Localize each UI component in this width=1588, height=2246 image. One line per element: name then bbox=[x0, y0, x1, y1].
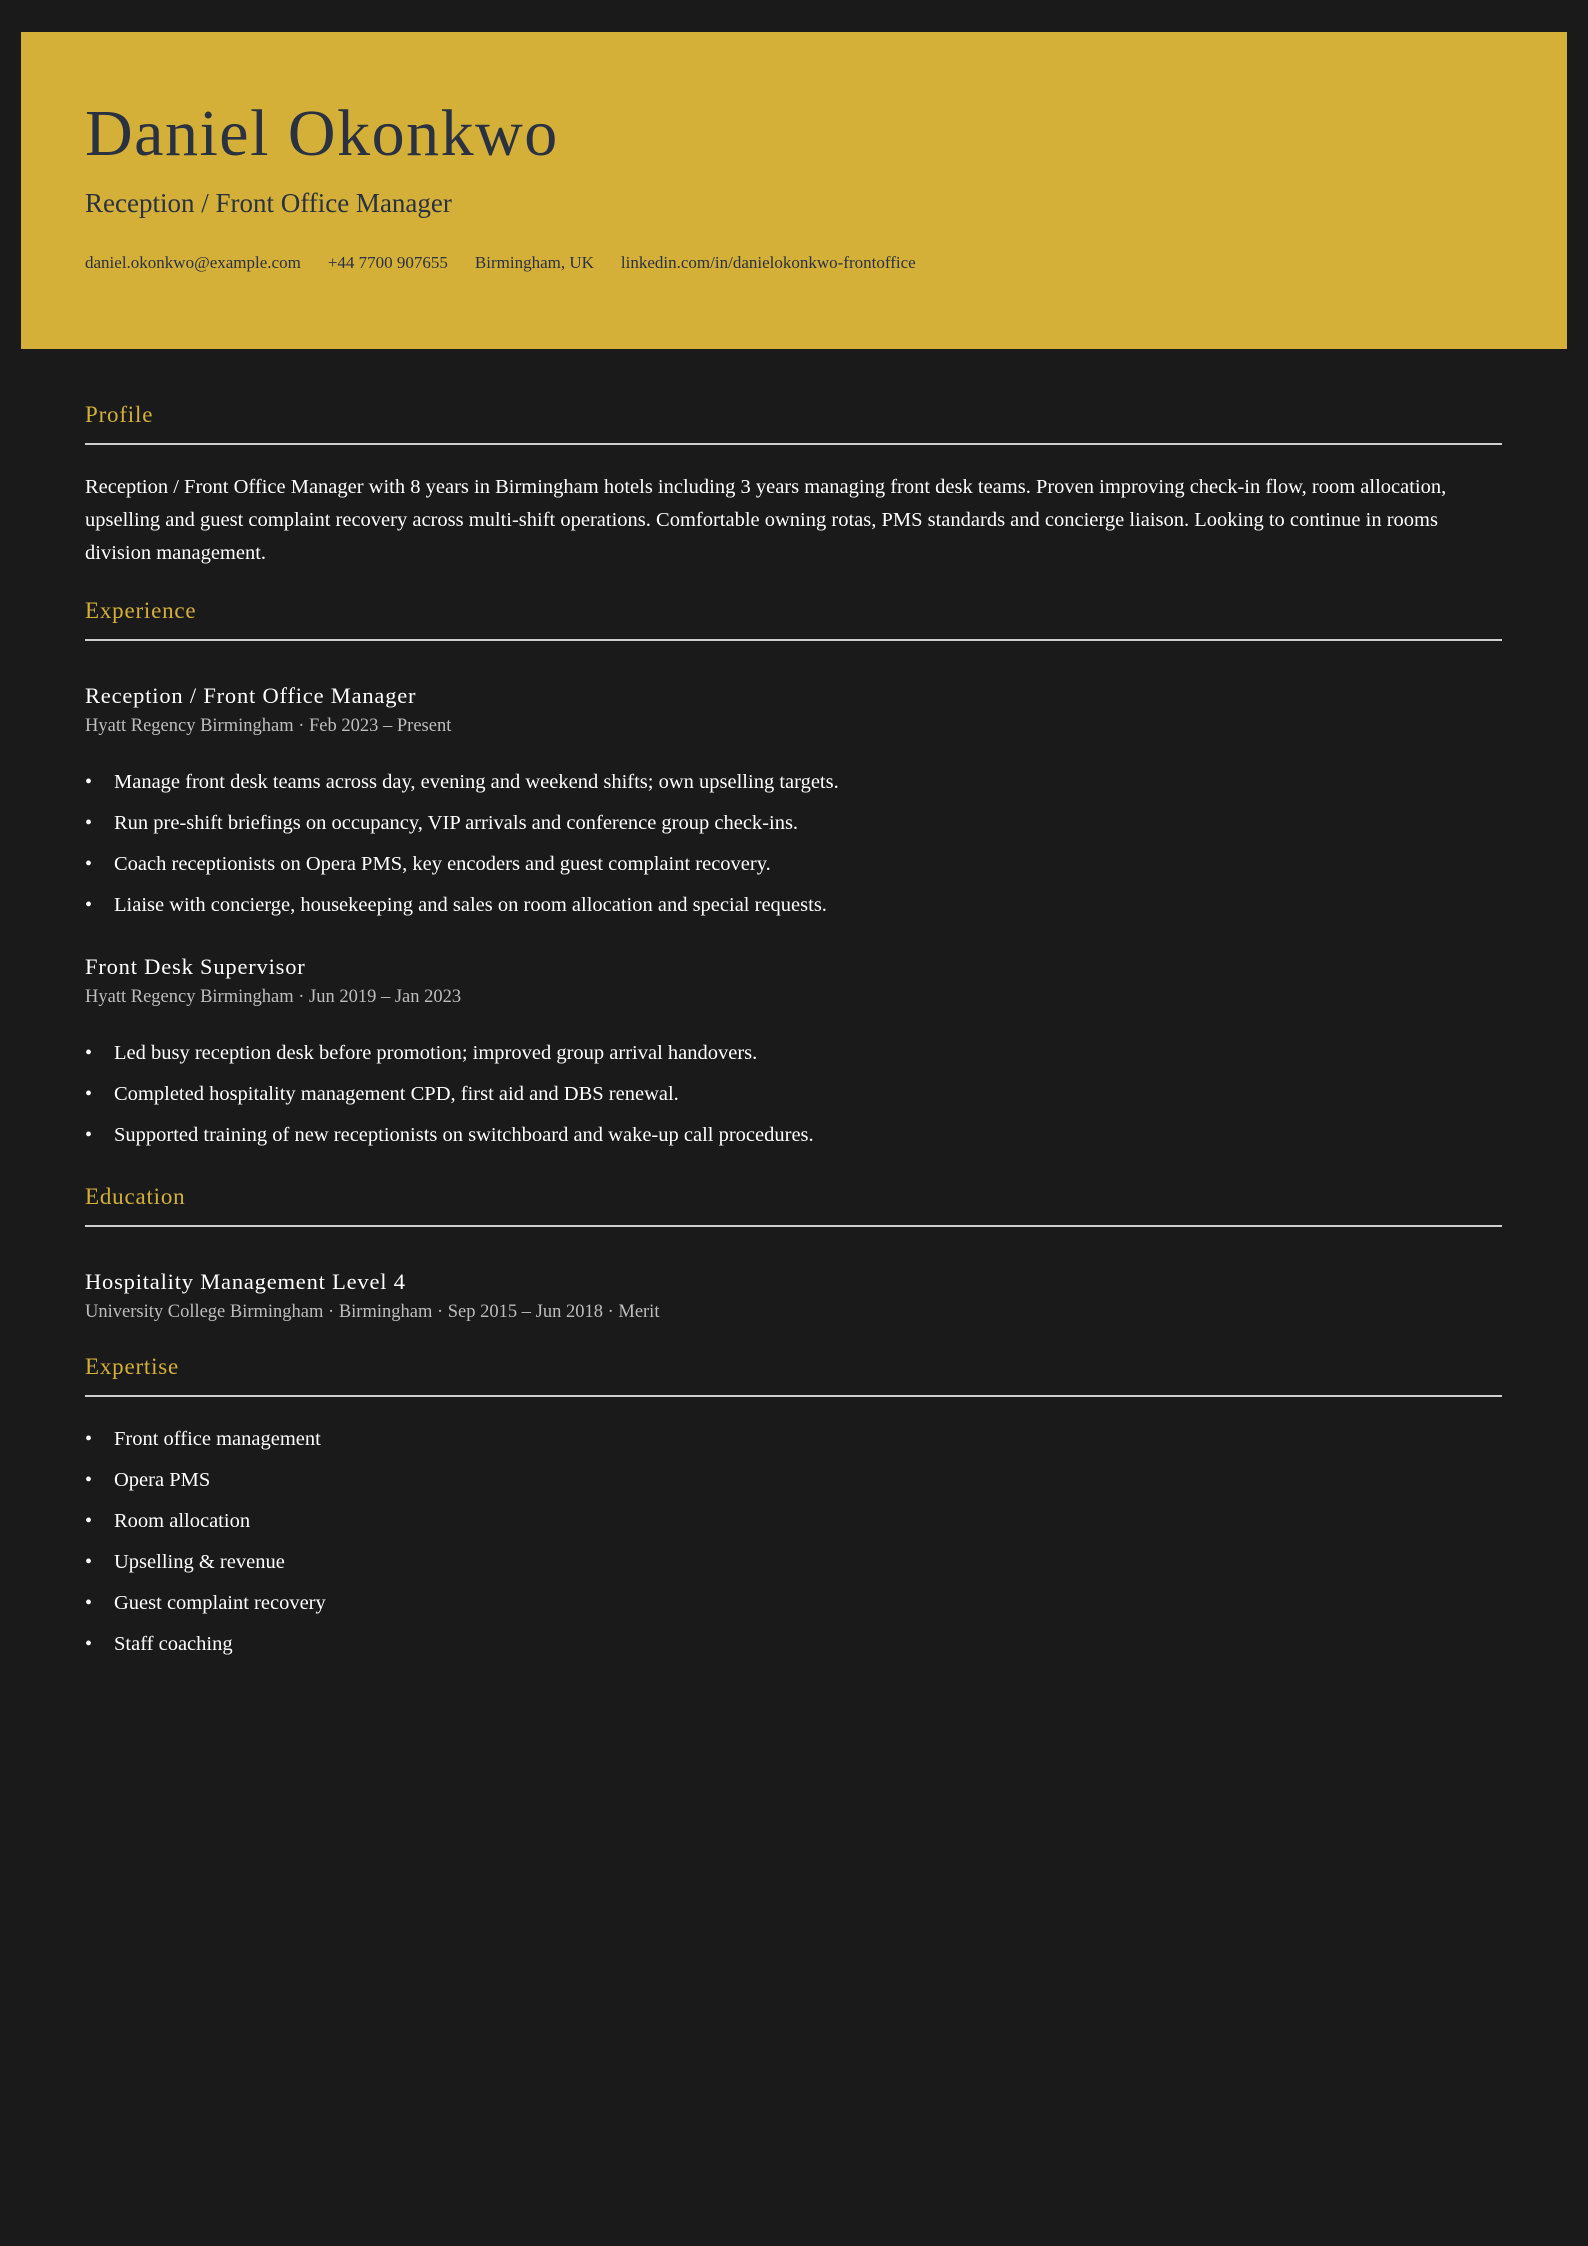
skill-item bbox=[85, 1624, 1502, 1665]
expertise-list bbox=[85, 1419, 1502, 1665]
bullet-text: Led busy reception desk before promotion; improved group arrival handovers. bbox=[114, 1042, 758, 1065]
skill-item bbox=[85, 1460, 1502, 1501]
skill-item bbox=[85, 1583, 1502, 1624]
contact-info bbox=[85, 252, 916, 274]
bullet-icon: • bbox=[85, 1083, 93, 1106]
job-bullets bbox=[85, 1033, 1502, 1156]
resume-body bbox=[85, 400, 1502, 1691]
bullet-item bbox=[85, 1074, 1502, 1115]
skill-item bbox=[85, 1542, 1502, 1583]
bullet-icon: • bbox=[85, 1042, 93, 1065]
bullet-item bbox=[85, 885, 1502, 926]
skill-text: Room allocation bbox=[114, 1509, 251, 1532]
bullet-text: Manage front desk teams across day, evening and weekend shifts; own upselling targets. bbox=[114, 770, 839, 793]
skill-item bbox=[85, 1501, 1502, 1542]
education-heading: Education bbox=[85, 1182, 1502, 1227]
bullet-item bbox=[85, 1115, 1502, 1156]
expertise-heading: Expertise bbox=[85, 1352, 1502, 1397]
bullet-icon: • bbox=[85, 1550, 93, 1573]
bullet-text: Liaise with concierge, housekeeping and sales on room allocation and special requests. bbox=[114, 893, 827, 916]
skill-text: Guest complaint recovery bbox=[114, 1591, 326, 1614]
skill-text: Front office management bbox=[114, 1427, 321, 1450]
job-meta: Hyatt Regency Birmingham · Feb 2023 – Present bbox=[85, 716, 452, 737]
profile-summary: Reception / Front Office Manager with 8 years in Birmingham hotels including 3 years managing front desk teams. Proven improving check-in flow, room allocation, upselling and guest complaint recovery across multi-shift operations. Comfortable owning rotas, PMS standards and concierge liaison. Looking to continue in rooms division management. bbox=[85, 475, 1447, 564]
bullet-icon: • bbox=[85, 770, 93, 793]
skill-text: Staff coaching bbox=[114, 1632, 233, 1655]
profile-heading: Profile bbox=[85, 400, 1502, 445]
education-entry bbox=[85, 1267, 1502, 1326]
education-section bbox=[85, 1182, 1502, 1326]
bullet-icon: • bbox=[85, 1468, 93, 1491]
bullet-item bbox=[85, 844, 1502, 885]
bullet-item bbox=[85, 762, 1502, 803]
contact-phone: +44 7700 907655 bbox=[327, 253, 448, 272]
bullet-text: Completed hospitality management CPD, first aid and DBS renewal. bbox=[114, 1083, 679, 1106]
job-bullets bbox=[85, 762, 1502, 926]
job-entry bbox=[85, 681, 1502, 926]
bullet-text: Run pre-shift briefings on occupancy, VIP arrivals and conference group check-ins. bbox=[114, 811, 799, 834]
contact-linkedin: linkedin.com/in/danielokonkwo-frontoffice bbox=[620, 253, 916, 272]
bullet-icon: • bbox=[85, 1509, 93, 1532]
skill-item bbox=[85, 1419, 1502, 1460]
candidate-role: Reception / Front Office Manager bbox=[85, 188, 452, 218]
bullet-icon: • bbox=[85, 1124, 93, 1147]
job-title: Reception / Front Office Manager bbox=[85, 682, 417, 708]
education-meta: University College Birmingham · Birmingham · Sep 2015 – Jun 2018 · Merit bbox=[85, 1302, 660, 1323]
contact-email: daniel.okonkwo@example.com bbox=[85, 253, 301, 272]
degree-title: Hospitality Management Level 4 bbox=[85, 1268, 406, 1294]
candidate-name: Daniel Okonkwo bbox=[85, 97, 559, 170]
profile-section bbox=[85, 400, 1502, 570]
bullet-icon: • bbox=[85, 811, 93, 834]
bullet-icon: • bbox=[85, 1632, 93, 1655]
experience-section bbox=[85, 596, 1502, 1156]
skill-text: Opera PMS bbox=[114, 1468, 211, 1491]
bullet-text: Supported training of new receptionists on switchboard and wake-up call procedures. bbox=[114, 1124, 814, 1147]
contact-location: Birmingham, UK bbox=[474, 253, 594, 272]
bullet-icon: • bbox=[85, 1591, 93, 1614]
bullet-icon: • bbox=[85, 852, 93, 875]
expertise-section bbox=[85, 1352, 1502, 1665]
bullet-item bbox=[85, 803, 1502, 844]
bullet-icon: • bbox=[85, 1427, 93, 1450]
bullet-item bbox=[85, 1033, 1502, 1074]
job-entry bbox=[85, 952, 1502, 1156]
resume-header bbox=[21, 32, 1567, 349]
experience-heading: Experience bbox=[85, 596, 1502, 641]
bullet-text: Coach receptionists on Opera PMS, key encoders and guest complaint recovery. bbox=[114, 852, 771, 875]
skill-text: Upselling & revenue bbox=[114, 1550, 285, 1573]
job-title: Front Desk Supervisor bbox=[85, 953, 306, 979]
bullet-icon: • bbox=[85, 893, 93, 916]
job-meta: Hyatt Regency Birmingham · Jun 2019 – Jan 2023 bbox=[85, 987, 462, 1008]
